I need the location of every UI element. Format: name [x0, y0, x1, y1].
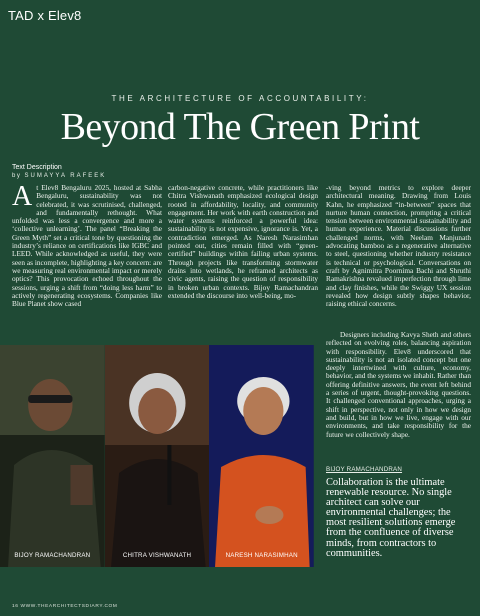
- speaker-photo-2: [105, 345, 210, 567]
- body-column-3: -ving beyond metrics to explore deeper architectural meaning. Drawing from Louis Kahn, he emphasized “in-between” spaces that nurture human connection, prompting a critical tension between environmental sustainability and human experience. Material discussions further challenged norms, with Neelam Manjunath advocating bamboo as a regenerative alternative to steel, questioning whether industry resistance is technical or psychological. Conversations on craft by Agnimitra Poornima Bachi and Shruthi Ramakrishna revalued imperfection through lime and clay finishes, while the Swiggy UX session revealed how design subtly shapes behavior, raising ethical concerns.: [326, 183, 471, 309]
- description-label: Text Description: [12, 164, 62, 171]
- byline-prefix: by: [12, 173, 22, 179]
- speaker-photo-3: [209, 345, 314, 567]
- photo-caption-2: CHITRA VISHWANATH: [122, 552, 192, 559]
- drop-cap: A: [12, 181, 33, 212]
- byline: [12, 173, 106, 179]
- speaker-photo-1: [0, 345, 105, 567]
- brand-logo: TAD x Elev8: [8, 8, 82, 23]
- body-text-1: t Elev8 Bengaluru 2025, hosted at Sabha Bengaluru, sustainability was not celebrated, it was scrutinised, challenged, and fundamentally rethought. What unfolded was less a convergence and more a ‘collective unlearning’. The panel “Breaking the Green Myth” set a critical tone by questioning the industry’s reliance on certifications like IGBC and LEED. While acknowledged as useful, they were seen as incomplete, highlighting a key concern: are we measuring real environmental impact or merely optics? This provocation echoed throughout the sessions, urging a shift from “doing less harm” to actively regenerating ecosystems. Companies like Blue Planet show cased: [12, 183, 162, 309]
- body-column-2: carbon-negative concrete, while practitioners like Chitra Vishwanath emphasized ecological design rooted in affordability, locality, and community engagement. Her work with earth construction and water systems reinforced a powerful idea: sustainability is not expensive, ignorance is. Yet, a contradiction emerged. As Naresh Narasimhan pointed out, cities remain filled with “green-certified” buildings within failing urban systems. Through projects like transforming stormwater drains into wetlands, he reframed architects as civic agents, raising the question of responsibility in broken urban contexts. Bijoy Ramachandran extended the discourse into well-being, mo-: [168, 183, 318, 300]
- body-column-1: [12, 181, 162, 309]
- pull-quote: Collaboration is the ultimate renewable resource. No single architect can solve our environmental challenges; the most resilient solutions emerge from the confluence of diverse minds, from contractors to communities.: [326, 477, 456, 559]
- page-footer: 16 WWW.THEARCHITECTSDIARY.COM: [12, 604, 118, 609]
- photo-caption-1: BIJOY RAMACHANDRAN: [14, 552, 91, 559]
- body-column-4: Designers including Kavya Sheth and others reflected on evolving roles, balancing aspiration with responsibility. Elev8 underscored that sustainability is not an isolated concept but one deeply intertwined with culture, economy, behavior, and the systems we inhabit. Rather than offering definitive answers, the event left behind a series of urgent, thought-provoking questions. It challenged conventional approaches, urging a shift in perspective, not only in how we design and build, but in how we live, engage with our environments, and take responsibility for the future we collectively shape.: [326, 330, 472, 439]
- photo-caption-3: NARESH NARASIMHAN: [225, 552, 298, 559]
- speaker-photos: [0, 345, 314, 567]
- author-name: SUMAYYA RAFEEK: [24, 173, 107, 179]
- quote-attribution: BIJOY RAMACHANDRAN: [326, 466, 403, 473]
- article-kicker: THE ARCHITECTURE OF ACCOUNTABILITY:: [111, 94, 369, 103]
- article-title: Beyond The Green Print: [60, 106, 420, 148]
